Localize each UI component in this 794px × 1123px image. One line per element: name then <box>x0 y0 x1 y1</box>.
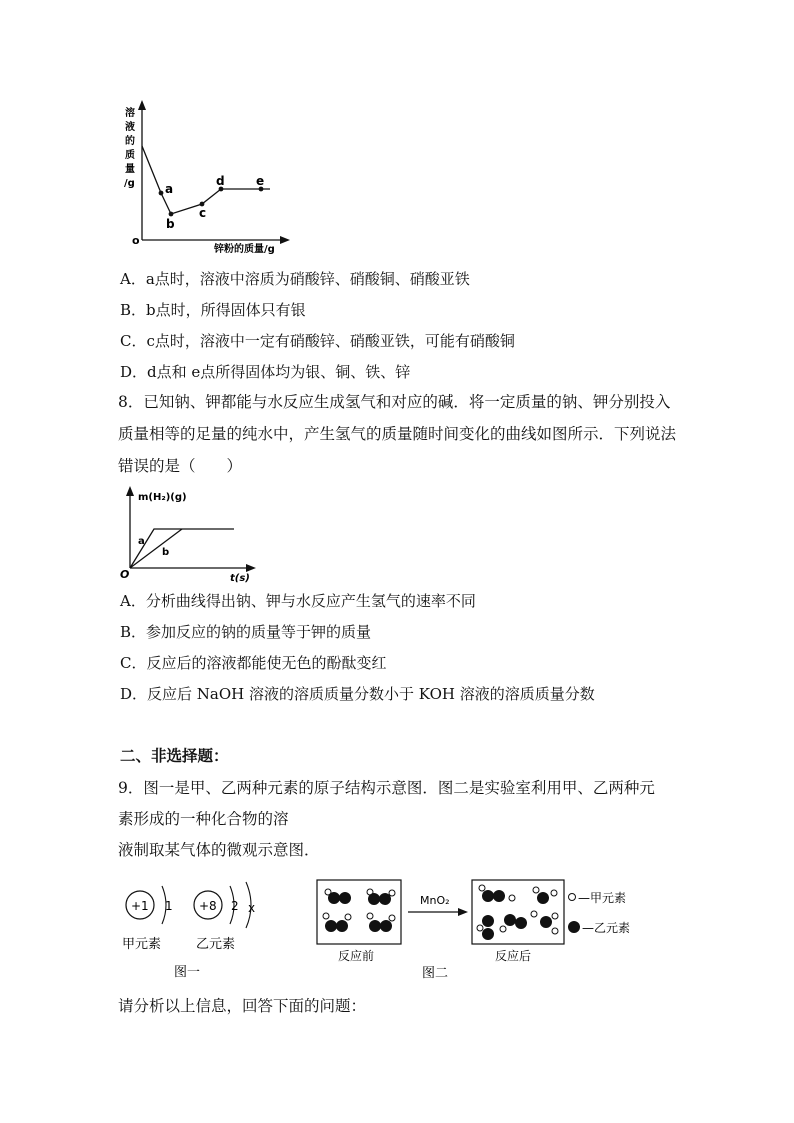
q7-option-a: A．a点时，溶液中溶质为硝酸锌、硝酸铜、硝酸亚铁 <box>120 270 470 288</box>
hydrogen-mass-chart <box>118 484 258 584</box>
molecule-before-3 <box>323 913 351 932</box>
molecule-after-water-2 <box>540 913 558 934</box>
atom2-label: 乙元素 <box>196 937 236 952</box>
atom1-shell-count: 1 <box>165 899 173 913</box>
molecule-after-o2-2 <box>504 914 527 929</box>
atom1-label: 甲元素 <box>122 937 162 952</box>
section-title: 二、非选择题： <box>120 746 229 765</box>
curve-label-b: b <box>162 547 170 558</box>
curve-b <box>130 529 182 568</box>
figure2-caption: 图二 <box>422 966 449 981</box>
q7-option-b: B．b点时，所得固体只有银 <box>120 301 306 319</box>
q9-stem-line2: 素形成的一种化合物的溶 <box>118 810 289 828</box>
x-axis-label: t(s) <box>230 573 250 584</box>
q8-option-d: D．反应后 NaOH 溶液的溶质质量分数小于 KOH 溶液的溶质质量分数 <box>120 685 595 703</box>
molecule-after-o2-1 <box>482 890 505 902</box>
atom2-shell2-count: x <box>248 901 256 915</box>
y-axis-label: m(H₂)(g) <box>138 492 187 503</box>
molecule-before-2 <box>367 889 395 905</box>
atom-after-filled <box>482 915 494 927</box>
q8-option-c: C．反应后的溶液都能使无色的酚酞变红 <box>120 654 387 672</box>
legend-open-label: —甲元素 <box>578 891 627 905</box>
q8-stem: 8．已知钠、钾都能与水反应生成氢气和对应的碱．将一定质量的钠、钾分别投入质量相等的足量的纯水中，产生氢气的质量随时间变化的曲线如图所示．下列说法错误的是（ ） <box>118 393 677 475</box>
atom2-nucleus-charge: +8 <box>199 899 217 913</box>
point-a <box>159 191 164 196</box>
molecule-after-water-1 <box>533 887 557 904</box>
molecule-before-4 <box>367 913 395 932</box>
after-label: 反应后 <box>495 949 532 963</box>
atomic-structure-figure <box>118 872 308 982</box>
solution-mass-curve <box>142 146 270 214</box>
atom1-nucleus-charge: +1 <box>131 899 149 913</box>
curve-label-a: a <box>138 536 145 547</box>
point-label-b: b <box>166 217 175 231</box>
point-label-d: d <box>216 174 225 188</box>
point-label-e: e <box>256 174 265 188</box>
q7-option-c: C．c点时，溶液中一定有硝酸锌、硝酸亚铁，可能有硝酸铜 <box>120 332 515 350</box>
catalyst-label: MnO₂ <box>420 894 450 907</box>
legend-filled-label: —乙元素 <box>582 921 631 935</box>
origin-label: O <box>120 568 130 581</box>
q9-stem-line1: 9．图一是甲、乙两种元素的原子结构示意图．图二是实验室利用甲、乙两种元 <box>118 779 655 797</box>
figure1-caption: 图一 <box>174 965 201 980</box>
before-label: 反应前 <box>338 949 375 963</box>
q8-option-a: A．分析曲线得出钠、钾与水反应产生氢气的速率不同 <box>120 592 476 610</box>
y-axis-label-char: 质 <box>125 150 135 161</box>
legend-filled-circle <box>568 921 580 933</box>
q9-stem-line3: 液制取某气体的微观示意图． <box>118 841 320 859</box>
atom2-shell1-count: 2 <box>231 899 239 913</box>
q8-option-b: B．参加反应的钠的质量等于钾的质量 <box>120 623 372 641</box>
y-axis-label-char: 溶 <box>125 108 135 119</box>
origin-label: o <box>132 234 140 247</box>
curve-a <box>130 529 234 568</box>
reaction-micro-figure <box>312 876 642 984</box>
x-axis-label: 锌粉的质量/g <box>214 244 275 255</box>
q9-followup: 请分析以上信息，回答下面的问题： <box>118 997 367 1015</box>
legend-open-circle <box>569 894 576 901</box>
zinc-mass-chart <box>118 98 298 260</box>
y-axis-label-char: 的 <box>125 136 135 147</box>
point-label-c: c <box>199 206 207 220</box>
q7-option-d: D．d点和 e点所得固体均为银、铜、铁、锌 <box>120 363 411 381</box>
molecule-before-1 <box>325 889 351 904</box>
y-axis-label-char: /g <box>124 178 135 189</box>
point-label-a: a <box>165 182 174 196</box>
y-axis-label-char: 量 <box>125 164 135 175</box>
y-axis-label-char: 液 <box>125 122 135 133</box>
point-b <box>169 212 174 217</box>
